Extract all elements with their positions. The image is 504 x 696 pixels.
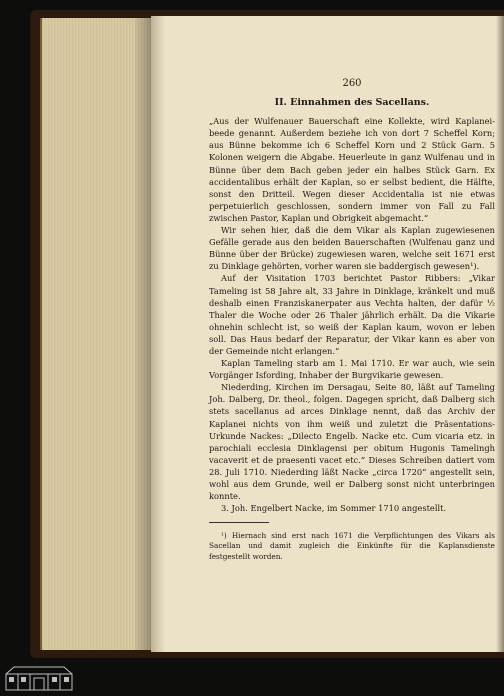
- page-gutter-shadow: [151, 16, 165, 652]
- page-number: 260: [342, 78, 362, 89]
- paragraph: Niederding, Kirchen im Dersagau, Seite 80, läßt auf Tameling Joh. Dalberg, Dr. theol., folgen. Dagegen spricht, daß Dalberg sich stets sacellanus ad arces Dinklage nennt, daß das Archiv der Kaplanei nichts von ihm weiß und zuletzt die Präsentations-Urkunde Nackes: „Dilecto Engelb. Nacke etc. Cum vicaria etz. in parochiali ecclesia Dinklagensi per obitum Hugonis Tamelingh vacaverit et de praesenti vacet etc.“ Dieses Schreiben datiert vom 28. Juli 1710. Niederding läßt Nacke „circa 1720“ angestellt sein, wohl aus dem Grunde, weil er Dalberg sonst nicht unterbringen konnte.: [209, 382, 495, 502]
- paragraph-quote: „Aus der Wulfenauer Bauerschaft eine Kollekte, wird Kaplanei-beede genannt. Außerdem beziehe ich von dort 7 Scheffel Korn; aus Bünne bekomme ich 6 Scheffel Korn und 2 Stück Garn. 5 Kolonen weigern die Abgabe. Heuerleute in ganz Wulfenau und in Bünne über dem Bach geben jeder ein halbes Stück Garn. Ex accidentalibus erhält der Kaplan, so er selbst bedient, die Hälfte, sonst den Dritteil. Wegen dieser Accidentalia ist nie etwas perpetuierlich geschlossen, sondern immer von Fall zu Fall zwischen Pastor, Kaplan und Obrigkeit abgemacht.“: [209, 116, 495, 223]
- footnote-rule: [209, 522, 269, 523]
- library-building-logo: [4, 664, 74, 696]
- book-page: [151, 16, 504, 652]
- footnote: ¹) Hiernach sind erst nach 1671 die Verpflichtungen des Vikars als Sacellan und damit zugleich die Einkünfte für die Kaplansdienste festgestellt worden.: [209, 530, 495, 561]
- page-text: [209, 78, 495, 569]
- paragraph: Auf der Visitation 1703 berichtet Pastor Ribbers: „Vikar Tameling ist 58 Jahre alt, 33 Jahre in Dinklage, kränkelt und muß deshalb einen Franziskanerpater aus Vechta halten, der dafür ½ Thaler die Woche oder 26 Thaler jährlich erhält. Da die Vikarie ohnehin schlecht ist, so weiß der Kaplan kaum, wovon er leben soll. Das Haus bedarf der Reparatur, der Vikar kann es aber von der Gemeinde nicht erlangen.“: [209, 273, 495, 356]
- page-right-edge: [496, 16, 504, 652]
- book-spread: [30, 10, 504, 658]
- paragraph: Kaplan Tameling starb am 1. Mai 1710. Er war auch, wie sein Vorgänger Isfording, Inhaber der Burgvikarie gewesen.: [209, 358, 495, 381]
- paragraph: Wir sehen hier, daß die dem Vikar als Kaplan zugewiesenen Gefälle gerade aus den beiden Bauerschaften (Wulfenau ganz und Bünne über der Brücke) zugewiesen waren, welche seit 1671 erst zu Dinklage gehörten, vorher waren sie baddergisch gewesen¹).: [209, 225, 495, 272]
- page-fold-shadow: [135, 18, 151, 650]
- paragraph: 3. Joh. Engelbert Nacke, im Sommer 1710 angestellt.: [221, 503, 447, 514]
- section-heading: II. Einnahmen des Sacellans.: [274, 97, 430, 109]
